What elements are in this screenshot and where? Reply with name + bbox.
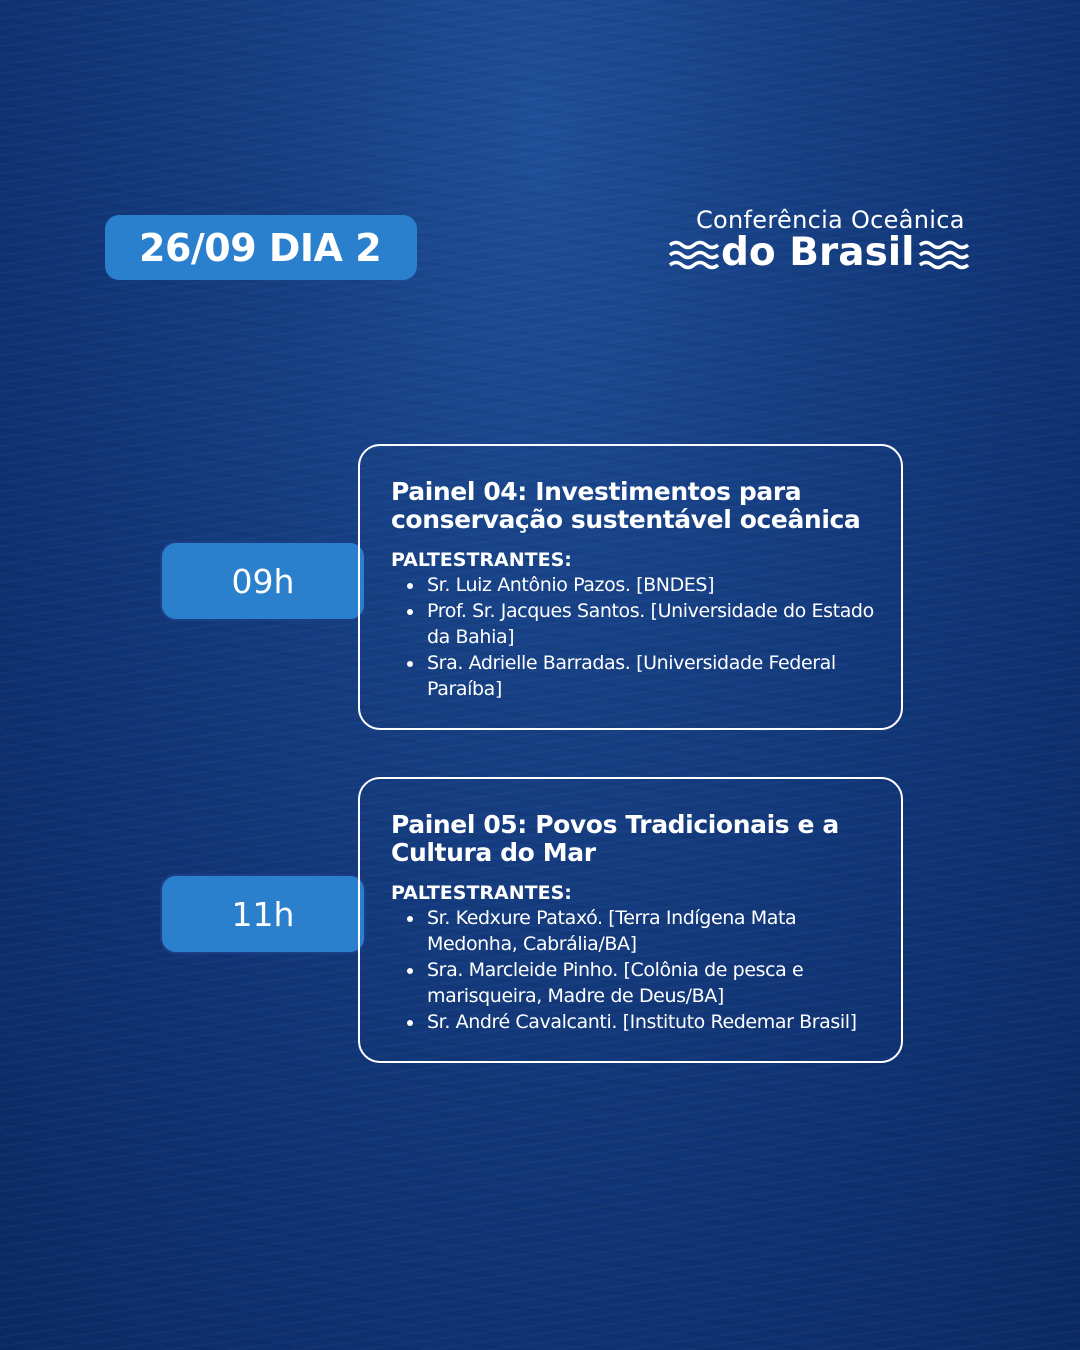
day-badge xyxy=(105,215,417,280)
logo-line2: do Brasil xyxy=(721,230,915,275)
speaker-item: Sra. Marcleide Pinho. [Colônia de pesca e marisqueira, Madre de Deus/BA] xyxy=(427,957,881,1009)
session-title: Painel 04: Investimentos para conservação sustentável oceânica xyxy=(391,477,861,534)
speaker-item: Sr. Luiz Antônio Pazos. [BNDES] xyxy=(427,572,881,598)
speakers-list xyxy=(391,572,881,702)
session-title: Painel 05: Povos Tradicionais e a Cultura do Mar xyxy=(391,810,839,867)
speakers-list xyxy=(391,905,881,1035)
speakers-label: PALTESTRANTES: xyxy=(391,549,572,571)
session-time: 09h xyxy=(231,561,295,601)
time-badge xyxy=(160,874,366,954)
session-card xyxy=(358,444,903,730)
session-time: 11h xyxy=(231,894,295,934)
waves-left-icon xyxy=(668,240,720,270)
speakers-label: PALTESTRANTES: xyxy=(391,882,572,904)
speaker-item: Sra. Adrielle Barradas. [Universidade Federal Paraíba] xyxy=(427,650,881,702)
session-card xyxy=(358,777,903,1063)
speaker-item: Sr. André Cavalcanti. [Instituto Redemar Brasil] xyxy=(427,1009,881,1035)
speaker-item: Sr. Kedxure Pataxó. [Terra Indígena Mata Medonha, Cabrália/BA] xyxy=(427,905,881,957)
speaker-item: Prof. Sr. Jacques Santos. [Universidade do Estado da Bahia] xyxy=(427,598,881,650)
waves-right-icon xyxy=(918,240,970,270)
time-badge xyxy=(160,541,366,621)
logo-line1: Conferência Oceânica xyxy=(696,206,965,234)
day-label: 26/09 DIA 2 xyxy=(139,225,382,270)
conference-logo xyxy=(666,206,976,278)
